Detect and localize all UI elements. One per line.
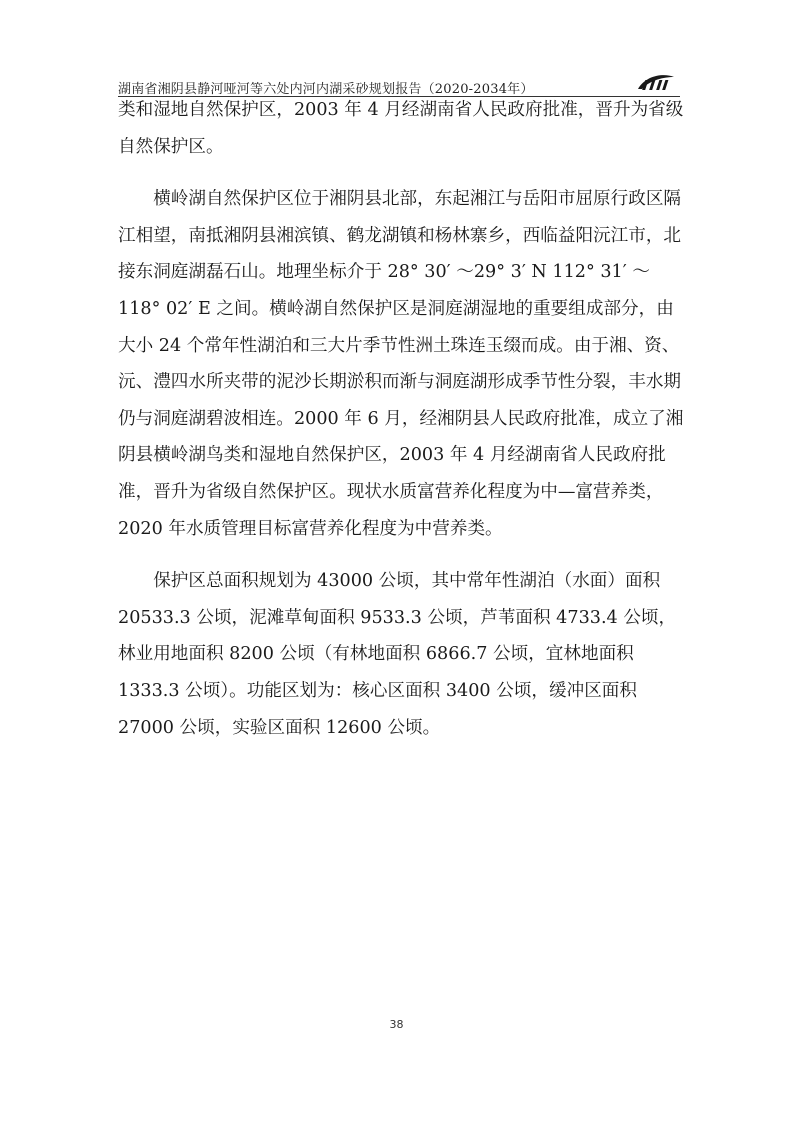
page-number: 38 <box>389 1018 404 1031</box>
company-logo-icon <box>634 72 678 94</box>
document-body <box>118 92 684 746</box>
header-title: 湖南省湘阴县静河哑河等六处内河内湖采砂规划报告（2020-2034年） <box>118 82 534 97</box>
paragraph-reserve-area: 保护区总面积规划为 43000 公顷，其中常年性湖泊（水面）面积 20533.3 公顷，泥滩草甸面积 9533.3 公顷，芦苇面积 4733.4 公顷，林业用地面积 8200 公顷（有林地面积 6866.7 公顷，宜林地面积 1333.3 公顷）。功能区划为：核心区面积 3400 公顷，缓冲区面积 27000 公顷，实验区面积 12600 公顷。 <box>118 571 677 738</box>
paragraph-continuation: 类和湿地自然保护区，2003 年 4 月经湖南省人民政府批准，晋升为省级自然保护区。 <box>118 100 684 157</box>
paragraph-henglinghu-reserve: 横岭湖自然保护区位于湘阴县北部，东起湘江与岳阳市屈原行政区隔江相望，南抵湘阴县湘滨镇、鹤龙湖镇和杨林寨乡，西临益阳沅江市，北接东洞庭湖磊石山。地理坐标介于 28° 30′ ～29° 3′ N 112° 31′ ～118° 02′ E 之间。横岭湖自然保护区是洞庭湖湿地的重要组成部分，由大小 24 个常年性湖泊和三大片季节性洲土珠连玉缀而成。由于湘、资、沅、澧四水所夹带的泥沙长期淤积而渐与洞庭湖形成季节性分裂，丰水期仍与洞庭湖碧波相连。2000 年 6 月，经湘阴县人民政府批准，成立了湘阴县横岭湖鸟类和湿地自然保护区，2003 年 4 月经湖南省人民政府批准，晋升为省级自然保护区。现状水质富营养化程度为中—富营养类， 2020 年水质管理目标富营养化程度为中营养类。 <box>118 189 684 539</box>
